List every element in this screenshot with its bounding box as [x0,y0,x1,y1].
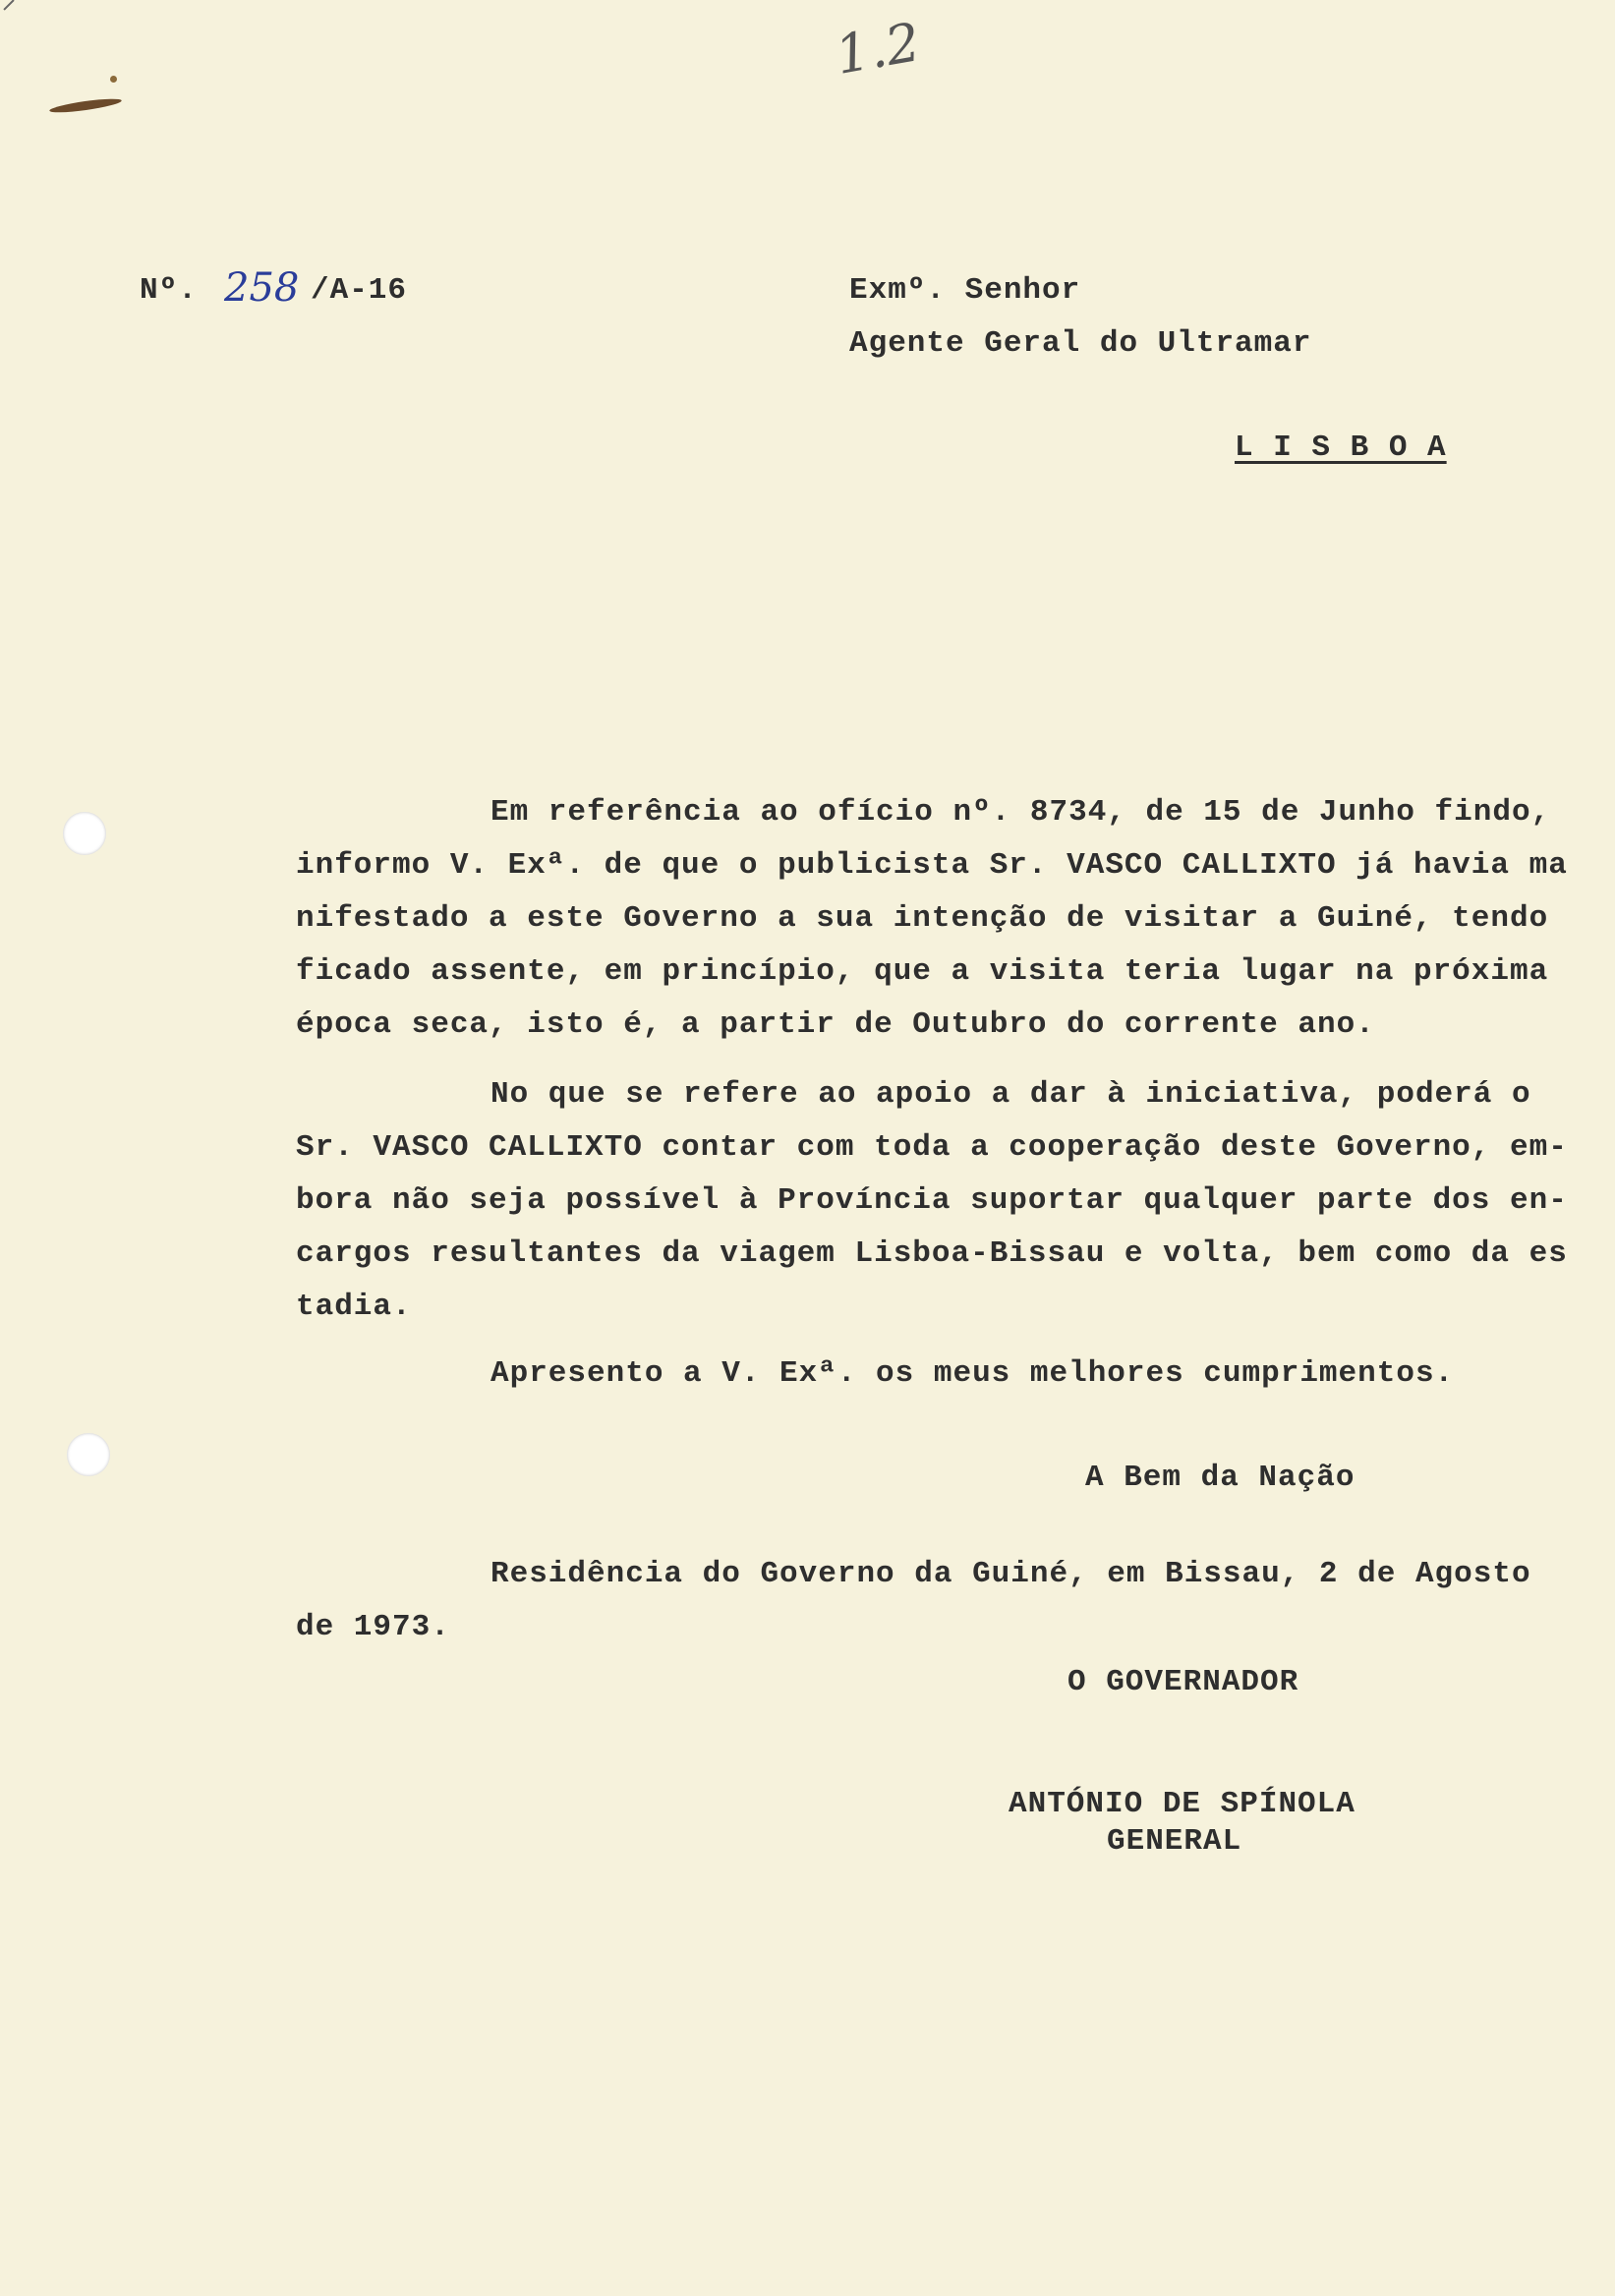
ink-dot [110,76,117,83]
paragraph-1-line-4: ficado assente, em princípio, que a visita teria lugar na próxima [296,954,1549,989]
page-number: 1.2 [831,11,925,86]
reference-prefix: Nº. [140,273,198,308]
closing-line: Apresento a V. Exª. os meus melhores cumprimentos. [490,1356,1455,1391]
place-date-line-1: Residência do Governo da Guiné, em Bissau, 2 de Agosto [490,1557,1531,1591]
paragraph-2-line-5: tadia. [296,1290,412,1324]
signature-name: ANTÓNIO DE SPÍNOLA [1009,1787,1355,1821]
addressee-city: L I S B O A [1235,430,1447,465]
reference-handwritten-number: 258 [224,265,300,311]
punch-hole-top [63,812,106,855]
signature-role: O GOVERNADOR [1067,1665,1299,1699]
paragraph-1-line-2: informo V. Exª. de que o publicista Sr. VASCO CALLIXTO já havia ma [296,848,1568,883]
signature-rank: GENERAL [1107,1824,1242,1859]
paragraph-2-line-2: Sr. VASCO CALLIXTO contar com toda a cooperação deste Governo, em- [296,1130,1568,1165]
paragraph-2-line-1: No que se refere ao apoio a dar à iniciativa, poderá o [490,1077,1531,1112]
reference-suffix: /A-16 [311,273,408,308]
ink-stain [49,96,123,115]
place-date-line-2: de 1973. [296,1610,450,1644]
paragraph-1-line-5: época seca, isto é, a partir de Outubro do corrente ano. [296,1007,1375,1042]
motto: A Bem da Nação [1085,1461,1355,1495]
body-paragraph-1 [296,786,1574,1052]
body-paragraph-2 [296,1068,1574,1334]
corner-mark [3,0,14,11]
paragraph-2-line-4: cargos resultantes da viagem Lisboa-Bissau e volta, bem como da es [296,1236,1568,1271]
addressee-salutation: Exmº. Senhor [849,273,1081,308]
paragraph-2-line-3: bora não seja possível à Província suportar qualquer parte dos en- [296,1183,1568,1218]
paragraph-1-line-1: Em referência ao ofício nº. 8734, de 15 de Junho findo, [490,795,1551,830]
punch-hole-bottom [67,1433,110,1476]
paragraph-1-line-3: nifestado a este Governo a sua intenção de visitar a Guiné, tendo [296,901,1549,936]
addressee-title: Agente Geral do Ultramar [849,326,1312,361]
